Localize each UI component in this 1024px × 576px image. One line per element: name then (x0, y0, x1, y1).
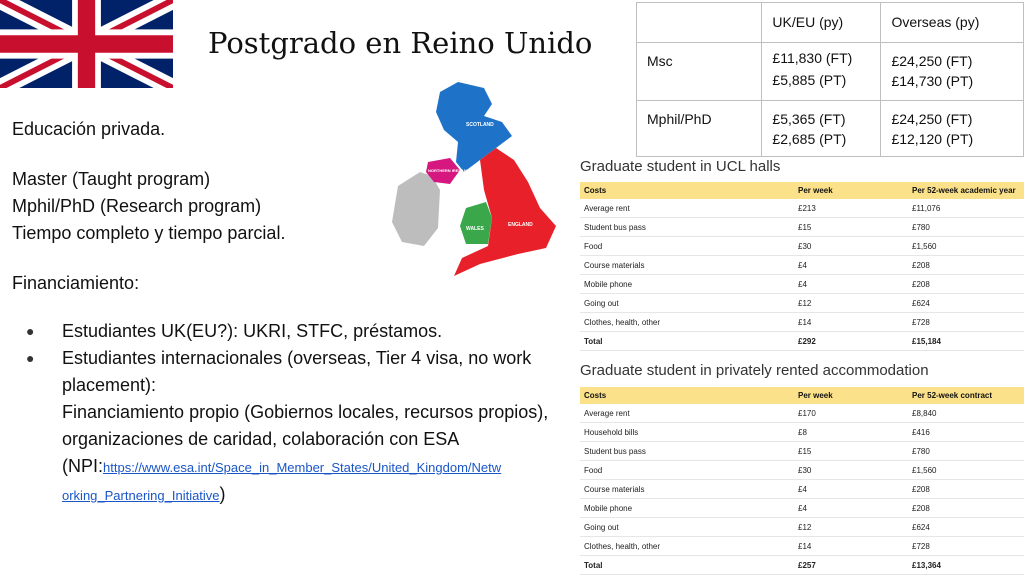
table-cell: £8,840 (908, 404, 1024, 423)
program-phd: Mphil/PhD (Research program) (12, 196, 262, 216)
fees-uk-pt: £5,885 (PT) (772, 72, 847, 88)
program-list (12, 166, 285, 247)
table-row (580, 256, 1024, 275)
table-cell: £292 (794, 332, 908, 351)
table-cell: £780 (908, 442, 1024, 461)
map-label-northern-ireland: NORTHERN IRELAND (428, 168, 470, 173)
table-cell: Going out (580, 294, 794, 313)
uk-flag (0, 0, 173, 88)
table-row (580, 313, 1024, 332)
wales-region (460, 202, 492, 244)
fees-uk-ft: £11,830 (FT) (772, 50, 853, 66)
table-cell: Total (580, 332, 794, 351)
fees-uk-ft: £5,365 (FT) (772, 111, 846, 127)
bullet-uk-text: Estudiantes UK(EU?): UKRI, STFC, préstamos. (62, 321, 443, 341)
bullet-marker: ● (26, 350, 35, 366)
fees-uk-pt: £2,685 (PT) (772, 131, 847, 147)
table-cell: £1,560 (908, 237, 1024, 256)
table-row (580, 442, 1024, 461)
table-cell: Going out (580, 518, 794, 537)
table-row (580, 294, 1024, 313)
table-cell: £1,560 (908, 461, 1024, 480)
table-cell: £624 (908, 518, 1024, 537)
table-cell: Average rent (580, 404, 794, 423)
col-per-week: Per week (794, 182, 908, 199)
fees-row-label: Mphil/PhD (637, 101, 762, 157)
fees-table (636, 2, 1024, 157)
funding-label: Financiamiento: (12, 273, 140, 293)
table-cell: £208 (908, 256, 1024, 275)
table-cell: Average rent (580, 199, 794, 218)
bullet-marker: ● (26, 323, 35, 339)
table-cell: Course materials (580, 480, 794, 499)
esa-npi-link[interactable]: https://www.esa.int/Space_in_Member_States/United_Kingdom/Netw (103, 460, 502, 475)
table-cell: £416 (908, 423, 1024, 442)
table-cell: £728 (908, 537, 1024, 556)
intro-text: Educación privada. (12, 119, 166, 139)
fees-header-row (637, 3, 1024, 43)
table-cell: £13,364 (908, 556, 1024, 575)
npi-line (62, 453, 556, 481)
table-cell: Food (580, 237, 794, 256)
table-row (580, 218, 1024, 237)
fees-row-label: Msc (637, 43, 762, 101)
table-cell: Student bus pass (580, 218, 794, 237)
map-label-england: ENGLAND (508, 222, 533, 228)
npi-suffix: ) (219, 484, 226, 504)
map-label-scotland: SCOTLAND (466, 122, 494, 128)
private-table (580, 387, 1024, 575)
table-cell: £15,184 (908, 332, 1024, 351)
table-cell: £728 (908, 313, 1024, 332)
table-cell: £4 (794, 275, 908, 294)
program-time: Tiempo completo y tiempo parcial. (12, 223, 286, 243)
funding-bullets (26, 318, 556, 509)
table-cell: £15 (794, 442, 908, 461)
table-cell: £4 (794, 499, 908, 518)
npi-line-2 (62, 481, 556, 509)
table-cell: Mobile phone (580, 275, 794, 294)
table-cell: £170 (794, 404, 908, 423)
col-per-year: Per 52-week academic year (908, 182, 1024, 199)
ireland-region (392, 172, 440, 246)
table-cell: £12 (794, 294, 908, 313)
bullet-international (26, 345, 556, 509)
private-header-row (580, 387, 1024, 404)
table-row (580, 499, 1024, 518)
col-costs: Costs (580, 387, 794, 404)
page-title: Postgrado en Reino Unido (208, 26, 593, 60)
table-cell: Household bills (580, 423, 794, 442)
uk-map (388, 78, 564, 278)
fees-header-uk: UK/EU (py) (762, 3, 881, 43)
table-row (580, 275, 1024, 294)
col-per-week: Per week (794, 387, 908, 404)
ucl-halls-title: Graduate student in UCL halls (580, 158, 781, 175)
fees-row (637, 101, 1024, 157)
fees-header-empty (637, 3, 762, 43)
ucl-halls-header-row (580, 182, 1024, 199)
table-cell: £4 (794, 256, 908, 275)
table-cell: Course materials (580, 256, 794, 275)
table-cell: £30 (794, 461, 908, 480)
npi-prefix: (NPI: (62, 456, 104, 476)
table-cell: £4 (794, 480, 908, 499)
private-title: Graduate student in privately rented accommodation (580, 362, 929, 379)
table-row (580, 537, 1024, 556)
table-row (580, 237, 1024, 256)
table-row (580, 518, 1024, 537)
table-row (580, 404, 1024, 423)
table-cell: Clothes, health, other (580, 313, 794, 332)
table-cell: £780 (908, 218, 1024, 237)
table-cell: £11,076 (908, 199, 1024, 218)
col-per-contract: Per 52-week contract (908, 387, 1024, 404)
fees-overseas-pt: £12,120 (PT) (891, 131, 974, 147)
table-cell: £257 (794, 556, 908, 575)
table-cell: £14 (794, 537, 908, 556)
fees-overseas-ft: £24,250 (FT) (891, 53, 973, 69)
fees-overseas-pt: £14,730 (PT) (891, 73, 974, 89)
program-master: Master (Taught program) (12, 169, 211, 189)
ucl-halls-table (580, 182, 1024, 351)
col-costs: Costs (580, 182, 794, 199)
table-cell: Clothes, health, other (580, 537, 794, 556)
fees-overseas-ft: £24,250 (FT) (891, 111, 973, 127)
table-cell: £15 (794, 218, 908, 237)
esa-npi-link-continued[interactable]: orking_Partnering_Initiative (62, 488, 220, 503)
table-row (580, 556, 1024, 575)
table-row (580, 199, 1024, 218)
bullet-intl-line-2: Financiamiento propio (Gobiernos locales, recursos propios), (62, 402, 549, 422)
table-cell: £14 (794, 313, 908, 332)
table-cell: £213 (794, 199, 908, 218)
map-label-wales: WALES (466, 226, 484, 232)
table-cell: £12 (794, 518, 908, 537)
bullet-uk (26, 318, 556, 345)
table-cell: £30 (794, 237, 908, 256)
table-cell: £624 (908, 294, 1024, 313)
table-row (580, 332, 1024, 351)
bullet-intl-line-1: Estudiantes internacionales (overseas, Tier 4 visa, no work placement): (62, 348, 532, 395)
table-cell: Total (580, 556, 794, 575)
fees-header-overseas: Overseas (py) (881, 3, 1024, 43)
table-cell: Mobile phone (580, 499, 794, 518)
table-cell: Student bus pass (580, 442, 794, 461)
table-cell: £208 (908, 275, 1024, 294)
table-cell: £8 (794, 423, 908, 442)
table-row (580, 461, 1024, 480)
table-cell: £208 (908, 499, 1024, 518)
table-cell: £208 (908, 480, 1024, 499)
table-row (580, 423, 1024, 442)
fees-row (637, 43, 1024, 101)
table-row (580, 480, 1024, 499)
bullet-intl-line-3: organizaciones de caridad, colaboración con ESA (62, 429, 460, 449)
table-cell: Food (580, 461, 794, 480)
